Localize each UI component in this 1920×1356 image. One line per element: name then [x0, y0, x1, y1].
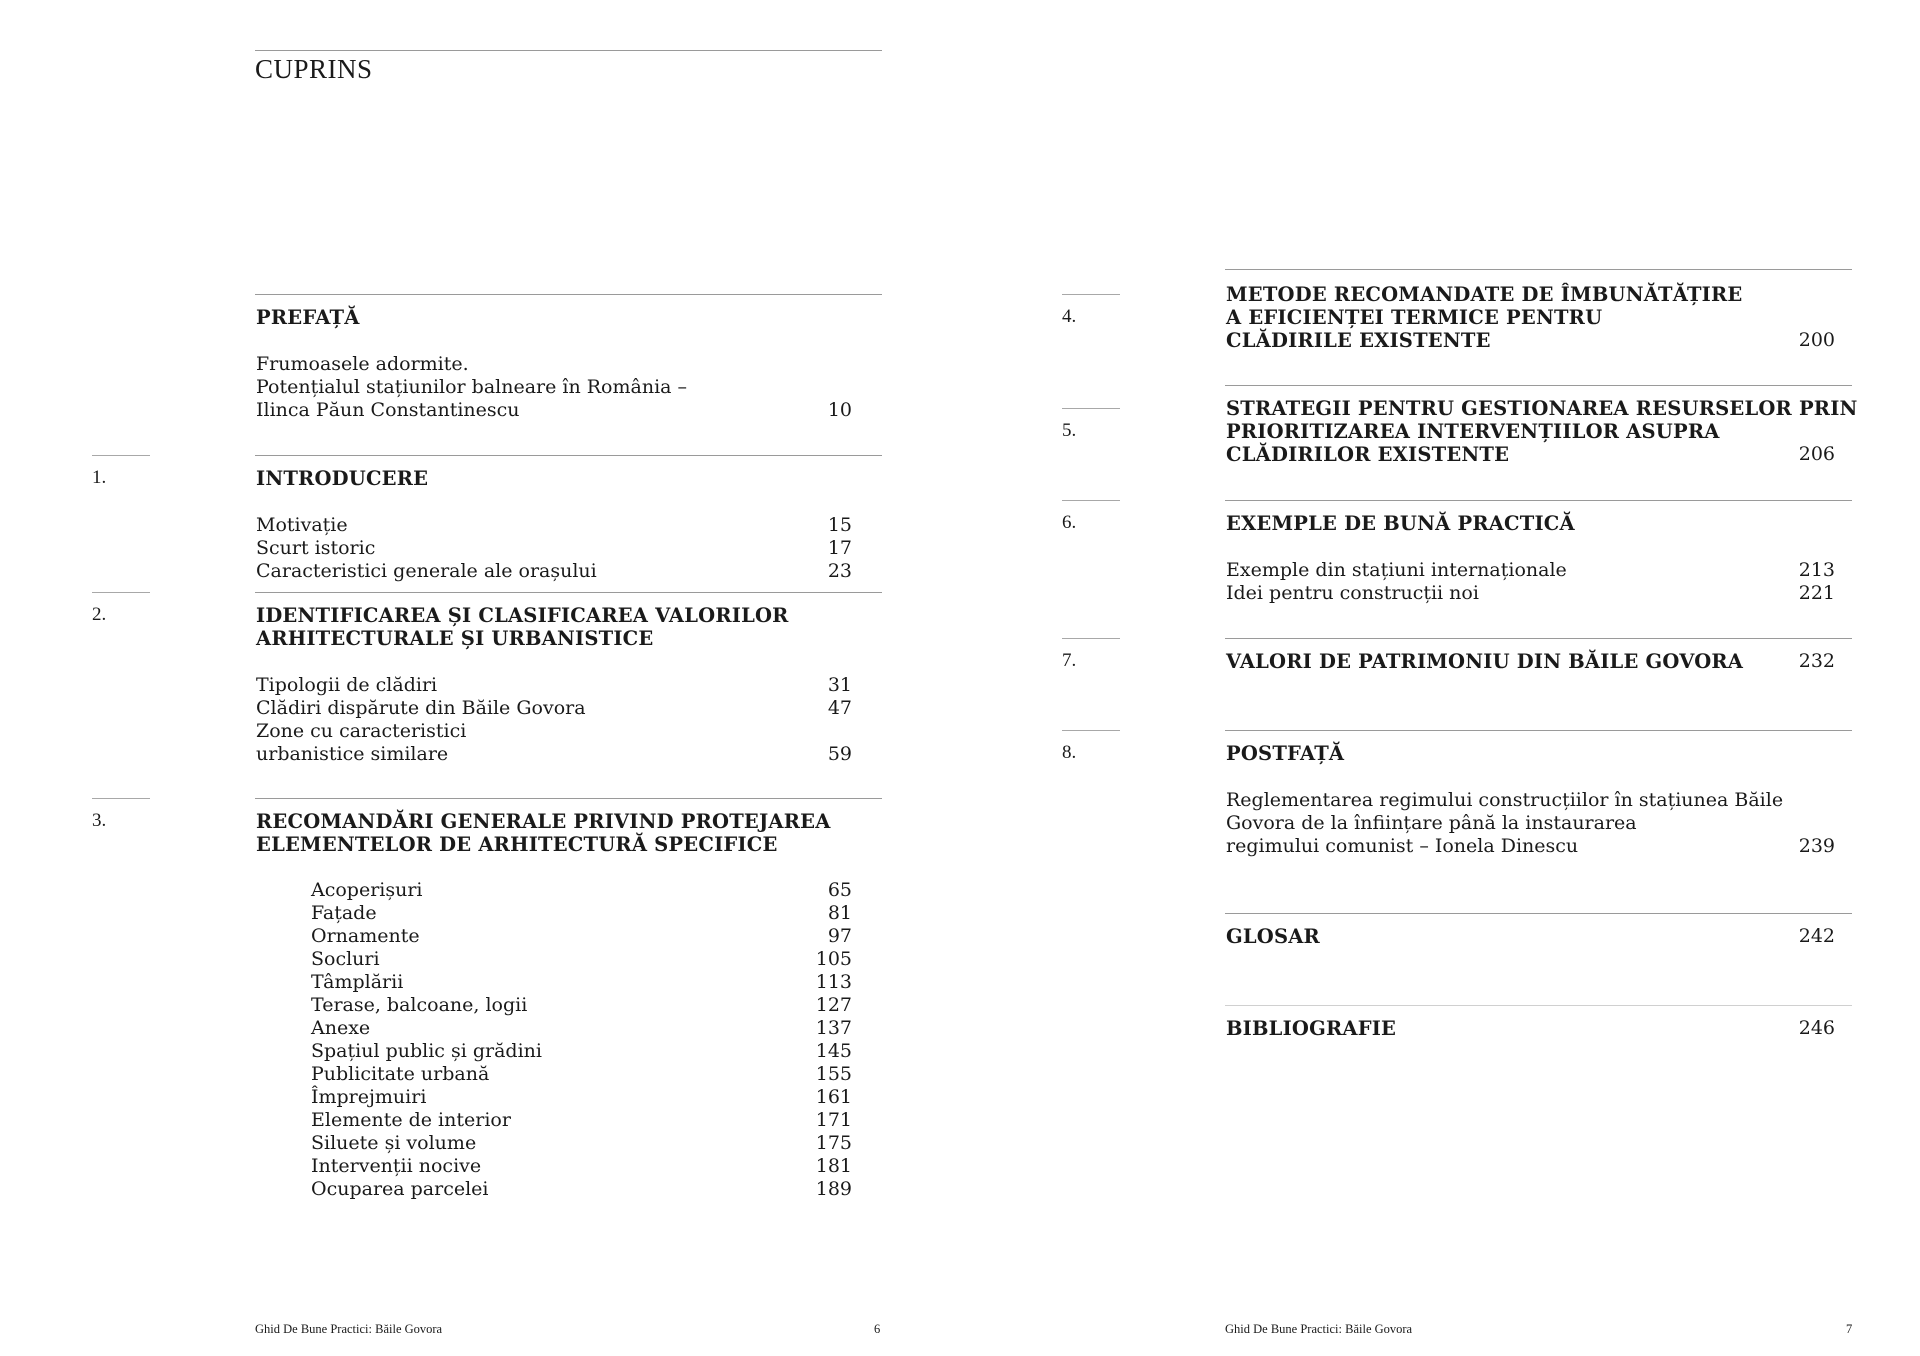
toc-entry-label[interactable]: Zone cu caracteristici: [256, 720, 467, 742]
number-rule: [1062, 638, 1120, 639]
page-number[interactable]: 10: [827, 399, 852, 421]
divider: [1225, 638, 1852, 639]
page-number[interactable]: 65: [827, 879, 852, 901]
page-number[interactable]: 105: [815, 948, 852, 970]
section-heading[interactable]: PRIORITIZAREA INTERVENȚIILOR ASUPRA: [1226, 420, 1720, 443]
section-heading[interactable]: EXEMPLE DE BUNĂ PRACTICĂ: [1226, 512, 1575, 535]
toc-entry-label[interactable]: Motivație: [256, 514, 348, 536]
section-heading[interactable]: IDENTIFICAREA ȘI CLASIFICAREA VALORILOR: [256, 604, 789, 627]
number-rule: [1062, 294, 1120, 295]
section-heading[interactable]: STRATEGII PENTRU GESTIONAREA RESURSELOR PRIN: [1226, 397, 1858, 420]
glossary-heading[interactable]: GLOSAR: [1226, 925, 1320, 948]
number-rule: [1062, 408, 1120, 409]
page-number[interactable]: 181: [815, 1155, 852, 1177]
toc-entry-label[interactable]: Idei pentru construcții noi: [1226, 582, 1479, 604]
page-title: CUPRINS: [255, 54, 373, 84]
toc-entry-label[interactable]: Siluete și volume: [311, 1132, 477, 1154]
toc-entry-label[interactable]: Spațiul public și grădini: [311, 1040, 542, 1062]
bibliography-heading[interactable]: BIBLIOGRAFIE: [1226, 1017, 1397, 1040]
page-number[interactable]: 161: [815, 1086, 852, 1108]
section-heading[interactable]: ARHITECTURALE ȘI URBANISTICE: [256, 627, 654, 650]
number-rule: [1062, 730, 1120, 731]
divider: [1225, 500, 1852, 501]
toc-entry-label[interactable]: Tipologii de clădiri: [256, 674, 438, 696]
page-number[interactable]: 171: [815, 1109, 852, 1131]
divider: [255, 798, 882, 799]
page-number[interactable]: 175: [815, 1132, 852, 1154]
section-number: 4.: [1062, 306, 1077, 327]
page-number[interactable]: 17: [827, 537, 852, 559]
toc-entry-label[interactable]: Intervenții nocive: [311, 1155, 482, 1177]
page-number[interactable]: 213: [1798, 559, 1835, 581]
page-number[interactable]: 155: [815, 1063, 852, 1085]
footer-title: Ghid De Bune Practici: Băile Govora: [1225, 1322, 1413, 1336]
page-number[interactable]: 206: [1798, 443, 1835, 465]
footer-title: Ghid De Bune Practici: Băile Govora: [255, 1322, 443, 1336]
page-number[interactable]: 127: [815, 994, 852, 1016]
number-rule: [92, 798, 150, 799]
page-number[interactable]: 81: [827, 902, 852, 924]
toc-entry-label[interactable]: Acoperișuri: [311, 879, 423, 901]
page-number[interactable]: 189: [815, 1178, 852, 1200]
page-number[interactable]: 239: [1798, 835, 1835, 857]
toc-entry-label[interactable]: Ornamente: [311, 925, 420, 947]
page-number[interactable]: 145: [815, 1040, 852, 1062]
section-heading[interactable]: INTRODUCERE: [256, 467, 429, 490]
preface-line: Ilinca Păun Constantinescu: [256, 399, 520, 421]
toc-entry-label[interactable]: Caracteristici generale ale orașului: [256, 560, 597, 582]
page-number[interactable]: 23: [827, 560, 852, 582]
number-rule: [1062, 500, 1120, 501]
section-number: 8.: [1062, 742, 1077, 763]
preface-line: Potențialul stațiunilor balneare în România –: [256, 376, 688, 398]
toc-entry-label[interactable]: Clădiri dispărute din Băile Govora: [256, 697, 586, 719]
number-rule: [92, 455, 150, 456]
page-number[interactable]: 246: [1798, 1017, 1835, 1039]
divider: [1225, 913, 1852, 914]
page-number[interactable]: 242: [1798, 925, 1835, 947]
page-number[interactable]: 232: [1798, 650, 1835, 672]
divider: [1225, 269, 1852, 270]
page-number[interactable]: 15: [827, 514, 852, 536]
page-number[interactable]: 59: [827, 743, 852, 765]
number-rule: [92, 592, 150, 593]
page-number[interactable]: 221: [1798, 582, 1835, 604]
divider: [1225, 1005, 1852, 1006]
section-heading[interactable]: VALORI DE PATRIMONIU DIN BĂILE GOVORA: [1226, 650, 1744, 673]
preface-line: Frumoasele adormite.: [256, 353, 469, 375]
page-number[interactable]: 31: [827, 674, 852, 696]
section-number: 1.: [92, 467, 107, 488]
toc-entry-label[interactable]: Socluri: [311, 948, 380, 970]
section-heading[interactable]: CLĂDIRILOR EXISTENTE: [1226, 443, 1510, 466]
preface-heading[interactable]: PREFAȚĂ: [256, 306, 360, 329]
divider: [255, 592, 882, 593]
section-heading[interactable]: POSTFAȚĂ: [1226, 742, 1345, 765]
postface-line: Reglementarea regimului construcțiilor în stațiunea Băile: [1226, 789, 1784, 811]
section-heading[interactable]: CLĂDIRILE EXISTENTE: [1226, 329, 1491, 352]
section-heading[interactable]: RECOMANDĂRI GENERALE PRIVIND PROTEJAREA: [256, 810, 831, 833]
toc-entry-label[interactable]: Anexe: [311, 1017, 371, 1039]
toc-entry-label[interactable]: Terase, balcoane, logii: [311, 994, 528, 1016]
divider: [1225, 385, 1852, 386]
section-heading[interactable]: ELEMENTELOR DE ARHITECTURĂ SPECIFICE: [256, 833, 778, 856]
toc-entry-label[interactable]: Ocuparea parcelei: [311, 1178, 489, 1200]
toc-entry-label[interactable]: urbanistice similare: [256, 743, 449, 765]
toc-entry-label[interactable]: Exemple din stațiuni internaționale: [1226, 559, 1567, 581]
section-number: 7.: [1062, 650, 1077, 671]
divider: [255, 294, 882, 295]
toc-entry-label[interactable]: Scurt istoric: [256, 537, 376, 559]
section-heading[interactable]: A EFICIENȚEI TERMICE PENTRU: [1226, 306, 1603, 329]
toc-entry-label[interactable]: Fațade: [311, 902, 377, 924]
page-number[interactable]: 137: [815, 1017, 852, 1039]
footer-page-number: 6: [874, 1322, 881, 1336]
top-rule: [255, 50, 882, 51]
toc-entry-label[interactable]: Elemente de interior: [311, 1109, 511, 1131]
page-number[interactable]: 113: [815, 971, 852, 993]
toc-entry-label[interactable]: Împrejmuiri: [311, 1086, 427, 1108]
section-number: 6.: [1062, 512, 1077, 533]
postface-line: Govora de la înființare până la instaurarea: [1226, 812, 1637, 834]
page-number[interactable]: 97: [827, 925, 852, 947]
toc-entry-label[interactable]: Publicitate urbană: [311, 1063, 490, 1085]
divider: [255, 455, 882, 456]
toc-entry-label[interactable]: Tâmplării: [311, 971, 404, 993]
page-number[interactable]: 200: [1798, 329, 1835, 351]
footer-page-number: 7: [1846, 1322, 1853, 1336]
divider: [1225, 730, 1852, 731]
section-number: 3.: [92, 810, 107, 831]
section-heading[interactable]: METODE RECOMANDATE DE ÎMBUNĂTĂȚIRE: [1226, 283, 1743, 306]
section-number: 2.: [92, 604, 107, 625]
page-number[interactable]: 47: [827, 697, 852, 719]
section-number: 5.: [1062, 420, 1077, 441]
postface-line: regimului comunist – Ionela Dinescu: [1226, 835, 1579, 857]
